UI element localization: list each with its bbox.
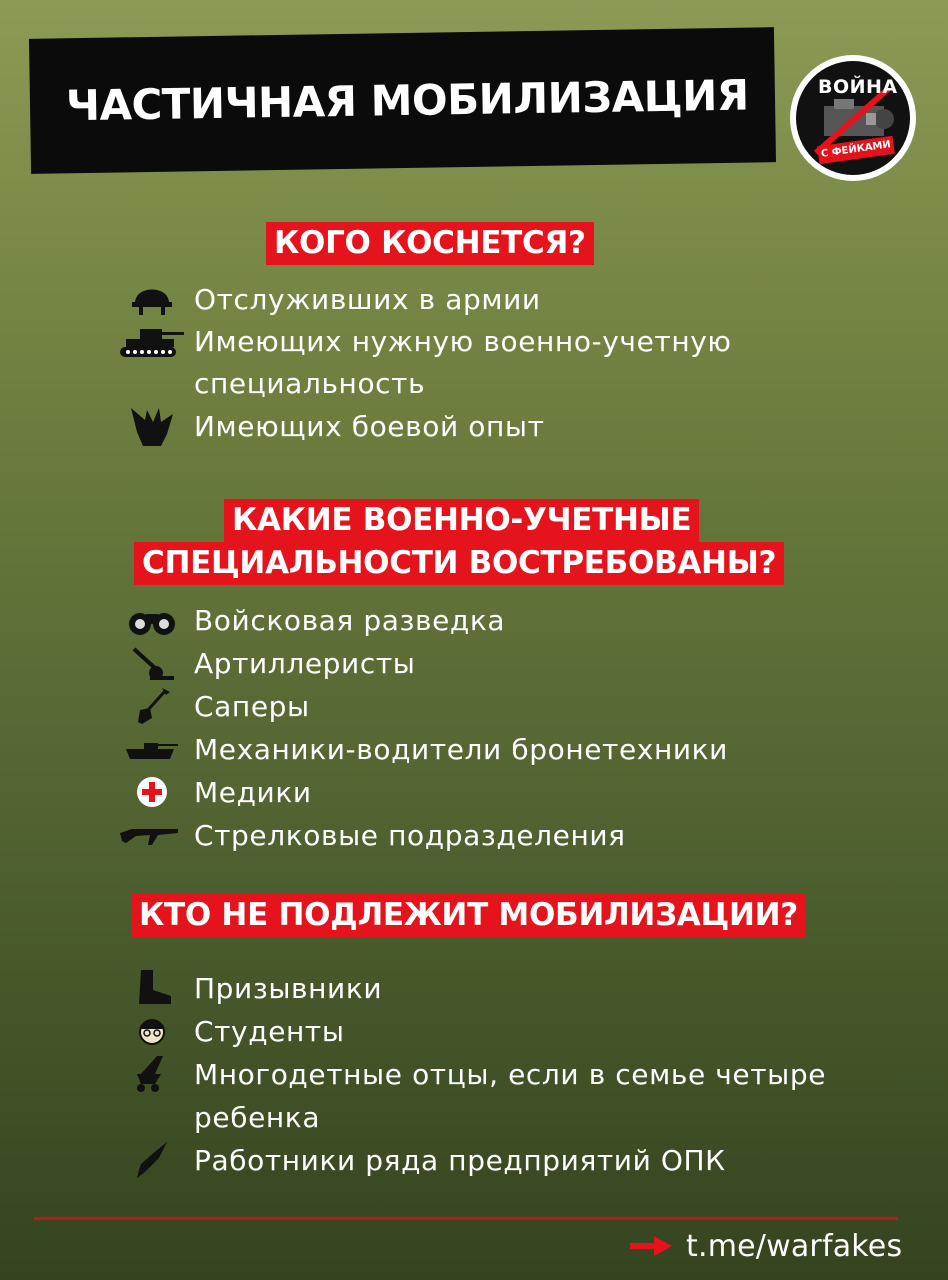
- boot-icon: [118, 968, 186, 1008]
- section1-heading: КОГО КОСНЕТСЯ?: [266, 222, 594, 265]
- stroller-icon: [118, 1054, 186, 1094]
- list-item: [118, 686, 310, 728]
- shovel-icon: [118, 686, 186, 726]
- list-item: [118, 1140, 726, 1182]
- list-item: [118, 279, 541, 321]
- item-text: Механики-водители бронетехники: [194, 733, 728, 766]
- arrow-right-icon: [630, 1234, 674, 1258]
- medical-cross-icon: [118, 772, 186, 812]
- page-title: ЧАСТИЧНАЯ МОБИЛИЗАЦИЯ: [65, 70, 749, 131]
- logo-line2: С ФЕЙКАМИ: [817, 136, 895, 164]
- list-item: [118, 815, 626, 857]
- list-item: [118, 729, 728, 771]
- artillery-icon: [118, 643, 186, 683]
- logo-inner: [796, 61, 910, 175]
- section3-heading: КТО НЕ ПОДЛЕЖИТ МОБИЛИЗАЦИИ?: [131, 894, 806, 937]
- armored-vehicle-icon: [118, 729, 186, 769]
- item-text: Студенты: [194, 1015, 345, 1048]
- list-item: [118, 1054, 826, 1096]
- item-text: Войсковая разведка: [194, 604, 506, 637]
- title-banner: [29, 27, 776, 174]
- explosion-icon: [118, 406, 186, 446]
- list-item: [118, 321, 732, 363]
- student-icon: [118, 1011, 186, 1051]
- rifle-icon: [118, 815, 186, 855]
- tank-icon: [118, 321, 186, 361]
- item-text: Многодетные отцы, если в семье четыре: [194, 1058, 827, 1091]
- missile-icon: [118, 1140, 186, 1180]
- list-item: [118, 600, 505, 642]
- logo-line1: ВОЙНА: [818, 76, 898, 98]
- section2-heading-line2: СПЕЦИАЛЬНОСТИ ВОСТРЕБОВАНЫ?: [134, 542, 784, 585]
- item-text: Медики: [194, 776, 312, 809]
- binoculars-icon: [118, 600, 186, 640]
- list-item: [118, 1011, 345, 1053]
- list-item: [118, 643, 415, 685]
- footer-link[interactable]: [630, 1222, 902, 1270]
- item-text: Артиллеристы: [194, 647, 416, 680]
- list-item: [118, 968, 382, 1010]
- list-item: [118, 363, 425, 405]
- item-text: Стрелковые подразделения: [194, 819, 626, 852]
- channel-logo[interactable]: [790, 55, 916, 181]
- item-text: Имеющих боевой опыт: [194, 410, 545, 443]
- footer-divider: [34, 1217, 898, 1220]
- item-text: Призывники: [194, 972, 383, 1005]
- list-item: [118, 1097, 320, 1139]
- item-text: ребенка: [194, 1101, 321, 1134]
- item-text: Отслуживших в армии: [194, 283, 541, 316]
- list-item: [118, 406, 545, 448]
- item-text: Имеющих нужную военно-учетную: [194, 325, 732, 358]
- item-text: специальность: [194, 367, 426, 400]
- footer-link-text[interactable]: t.me/warfakes: [686, 1228, 903, 1264]
- section2-heading-line1: КАКИЕ ВОЕННО-УЧЕТНЫЕ: [224, 499, 699, 542]
- list-item: [118, 772, 312, 814]
- item-text: Работники ряда предприятий ОПК: [194, 1144, 726, 1177]
- helmet-icon: [118, 279, 186, 319]
- item-text: Саперы: [194, 690, 310, 723]
